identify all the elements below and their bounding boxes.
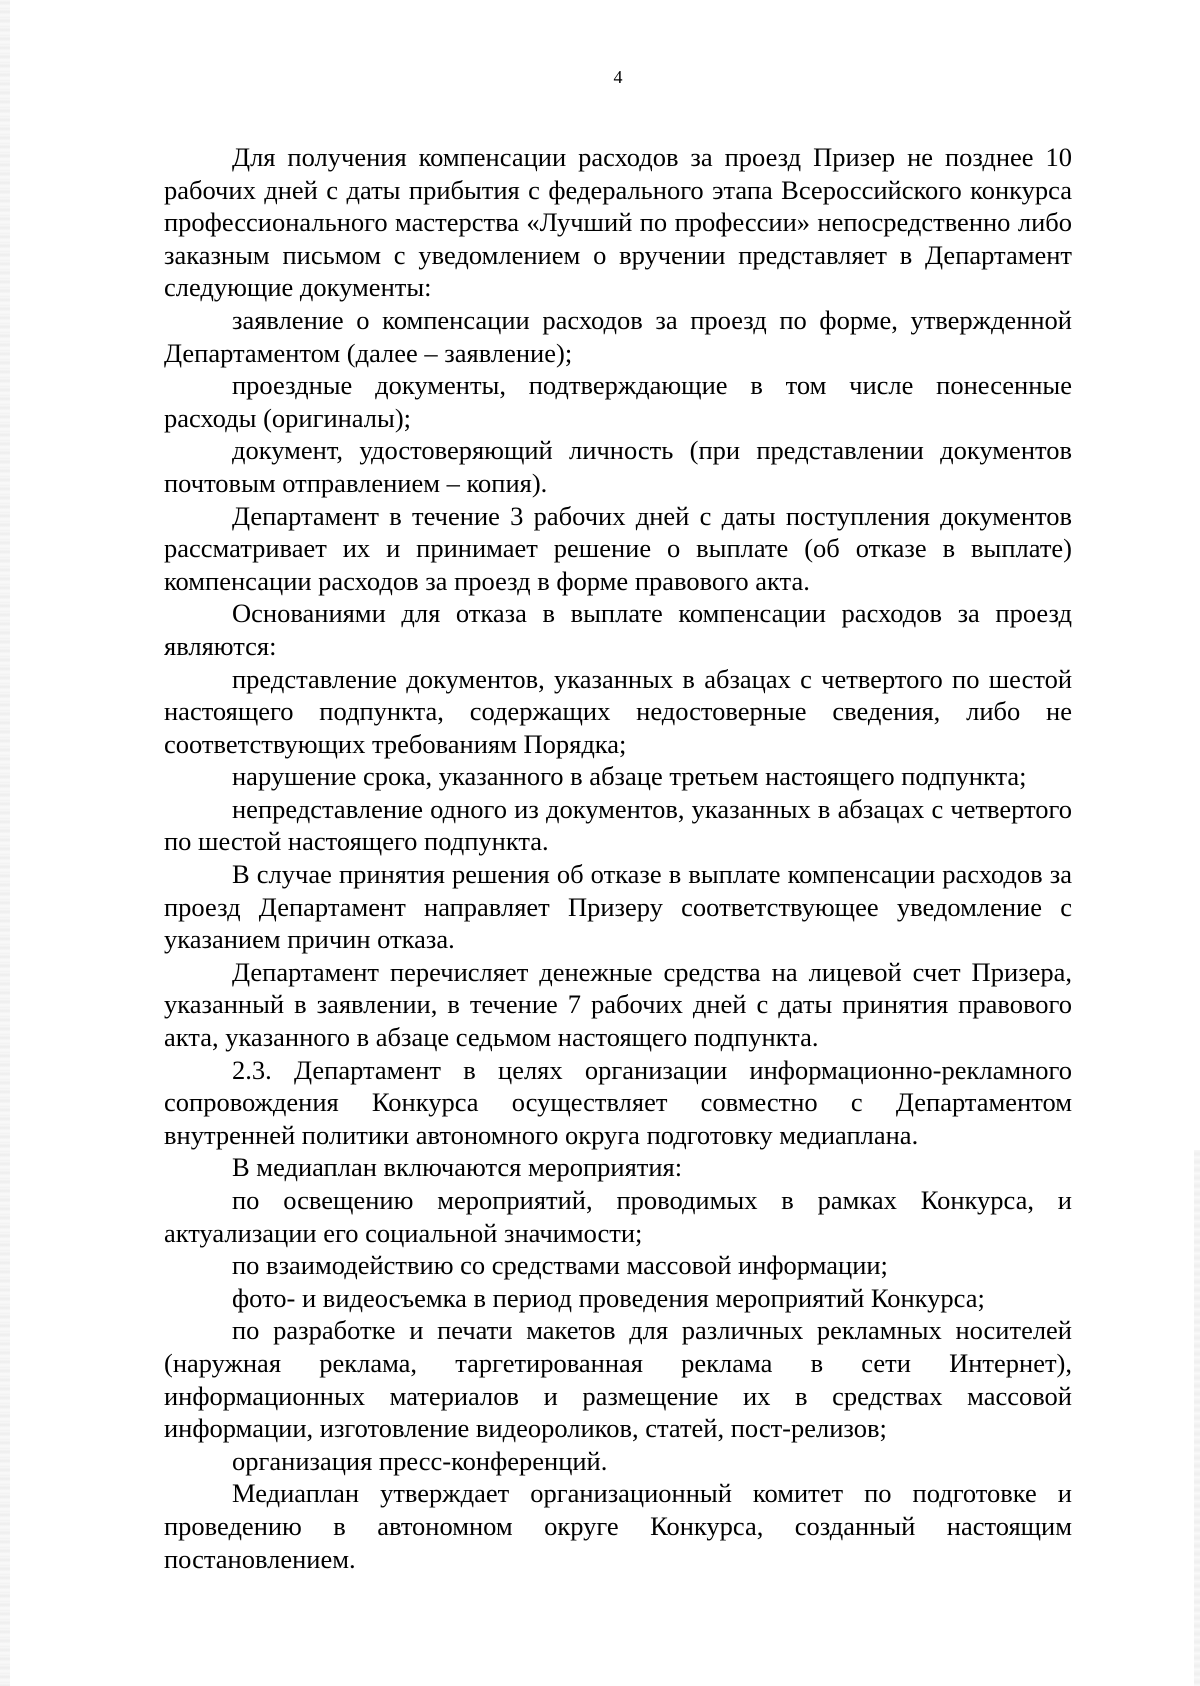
scan-edge-right (1194, 1150, 1200, 1686)
paragraph-invalid-documents: представление документов, указанных в абзацах с четвертого по шестой настоящего подпункта, содержащих недостоверные сведения, либо не соответствующих требованиям Порядка; (164, 663, 1072, 759)
paragraph-press-conferences: организация пресс-конференций. (232, 1445, 608, 1476)
paragraph-identity-document: документ, удостоверяющий личность (при представлении документов почтовым отправлением – копия). (164, 435, 1072, 498)
paragraph-review-decision: Департамент в течение 3 рабочих дней с даты поступления документов рассматривает их и принимает решение о выплате (об отказе в выплате) компенсации расходов за проезд в форме правового акта. (164, 500, 1072, 596)
page-number: 4 (613, 67, 623, 87)
document-body (164, 141, 1072, 1575)
paragraph-deadline-violation: нарушение срока, указанного в абзаце третьем настоящего подпункта; (232, 761, 1027, 792)
paragraph-compensation-documents: Для получения компенсации расходов за проезд Призер не позднее 10 рабочих дней с даты прибытия с федерального этапа Всероссийского конкурса профессионального мастерства «Лучший по профессии» непосредственно либо заказным письмом с уведомлением о вручении представляет в Департамент следующие документы: (164, 142, 1072, 303)
paragraph-media-plan-includes: В медиаплан включаются мероприятия: (232, 1152, 683, 1183)
scan-edge-left (0, 0, 10, 1686)
paragraph-photo-video: фото- и видеосъемка в период проведения мероприятий Конкурса; (232, 1282, 985, 1313)
paragraph-media-plan-approval: Медиаплан утверждает организационный комитет по подготовке и проведению в автономном округе Конкурса, созданный настоящим постановлением. (164, 1478, 1072, 1574)
paragraph-missing-document: непредставление одного из документов, указанных в абзацах с четвертого по шестой настоящего подпункта. (164, 793, 1072, 857)
paragraph-event-coverage: по освещению мероприятий, проводимых в рамках Конкурса, и актуализации его социальной значимости; (164, 1185, 1072, 1248)
paragraph-application: заявление о компенсации расходов за проезд по форме, утвержденной Департаментом (далее – заявление); (164, 304, 1072, 368)
paragraph-travel-documents: проездные документы, подтверждающие в том числе понесенные расходы (оригиналы); (164, 370, 1072, 433)
paragraph-media-interaction: по взаимодействию со средствами массовой информации; (232, 1250, 888, 1281)
paragraph-advertising-materials: по разработке и печати макетов для различных рекламных носителей (наружная реклама, таргетированная реклама в сети Интернет), информационных материалов и размещение их в средствах массовой информации, изготовление видеороликов, статей, пост-релизов; (164, 1315, 1072, 1444)
paragraph-refusal-grounds: Основаниями для отказа в выплате компенсации расходов за проезд являются: (164, 598, 1072, 661)
paragraph-payment-transfer: Департамент перечисляет денежные средства на лицевой счет Призера, указанный в заявлении, в течение 7 рабочих дней с даты принятия правового акта, указанного в абзаце седьмом настоящего подпункта. (164, 956, 1072, 1053)
paragraph-refusal-notice: В случае принятия решения об отказе в выплате компенсации расходов за проезд Департамент направляет Призеру соответствующее уведомление с указанием причин отказа. (164, 859, 1072, 955)
paragraph-media-plan-preparation: 2.3. Департамент в целях организации информационно-рекламного сопровождения Конкурса осуществляет совместно с Департаментом внутренней политики автономного округа подготовку медиаплана. (164, 1054, 1072, 1150)
